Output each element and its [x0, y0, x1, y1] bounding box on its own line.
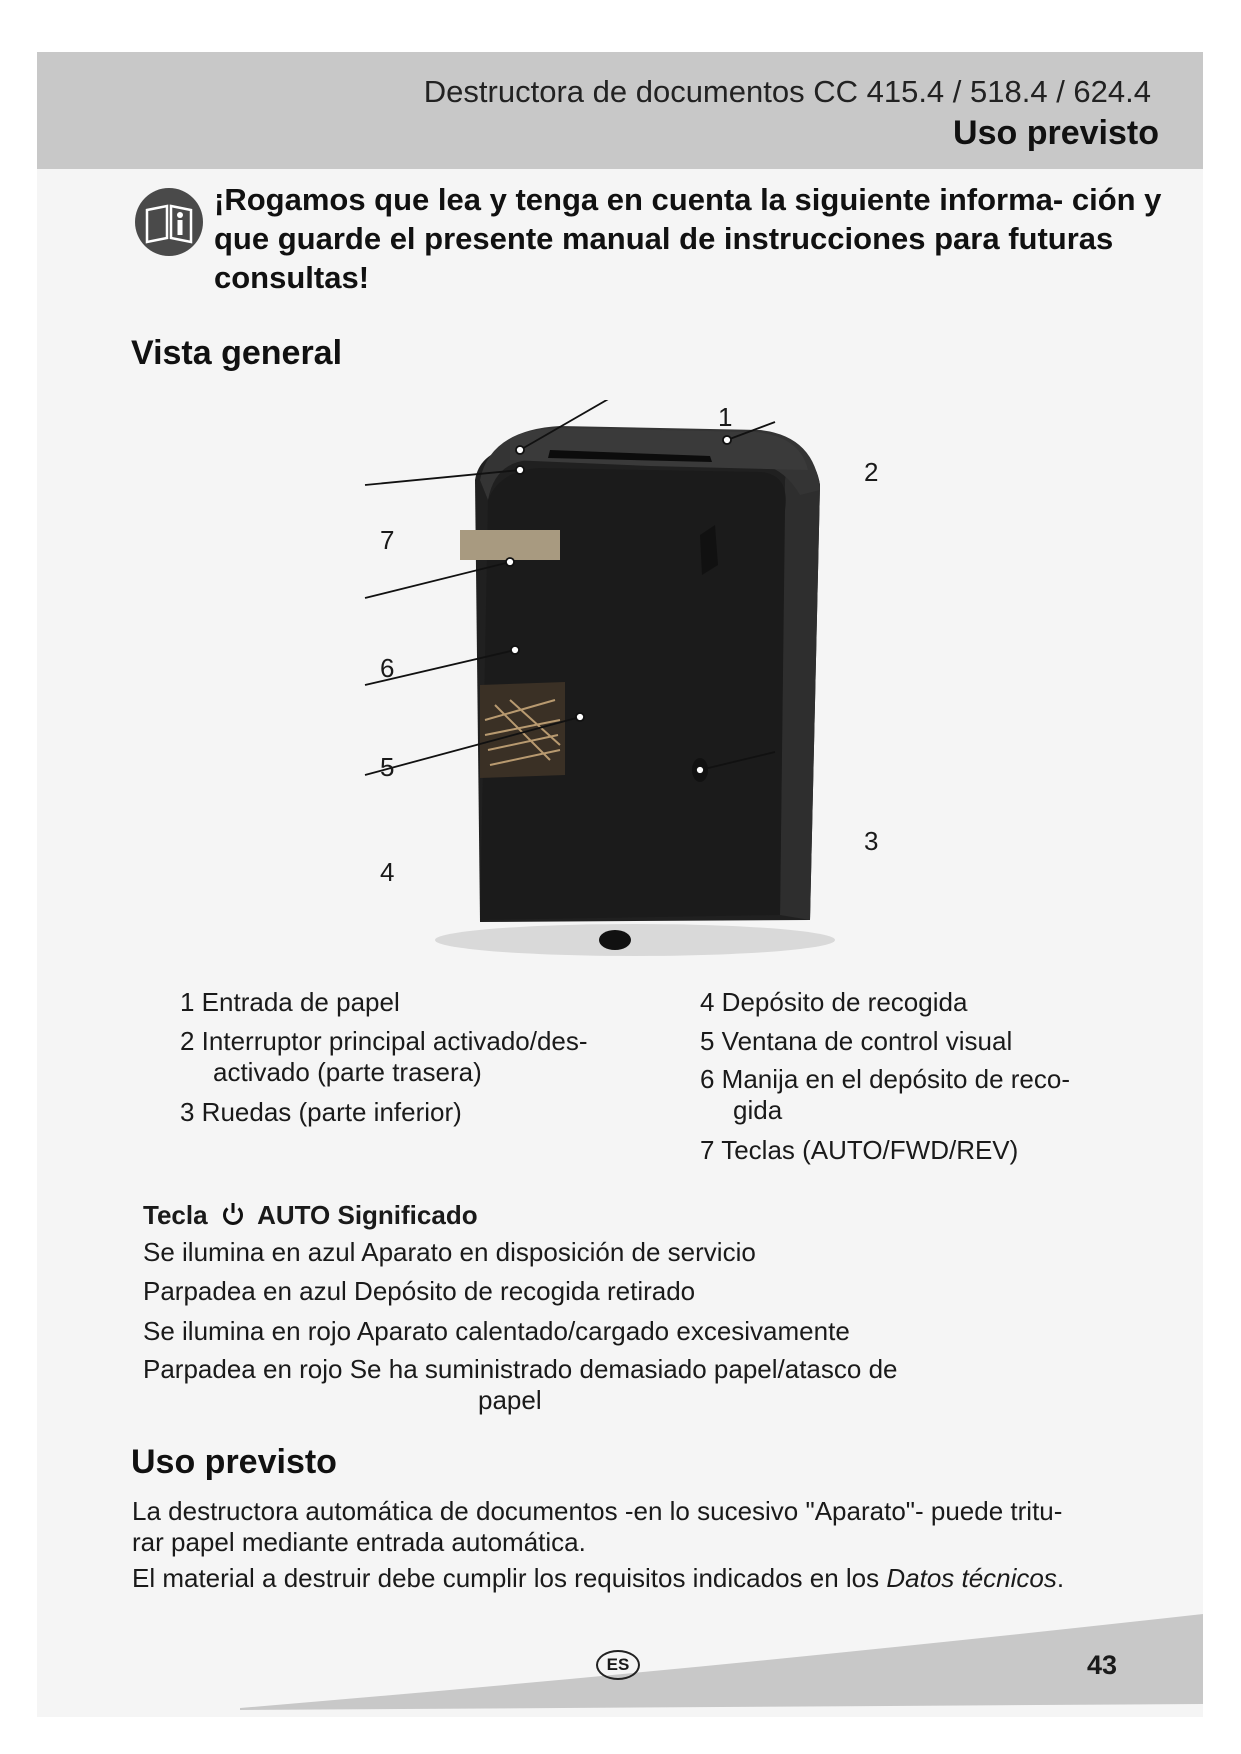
read-manual-notice: ¡Rogamos que lea y tenga en cuenta la siguiente informa- ción y que guarde el presente manual de instrucciones para futuras consultas! [214, 182, 1162, 295]
legend-text: 5 Ventana de control visual [700, 1026, 1013, 1056]
legend-item [180, 987, 400, 1018]
intended-use-paragraph-1 [132, 1496, 1132, 1558]
row-text: Se ilumina en azul Aparato en disposición de servicio [143, 1237, 756, 1267]
legend-item [700, 1064, 1070, 1126]
keys-header-post: AUTO Significado [257, 1200, 478, 1230]
legend-text-continued: gida [733, 1095, 783, 1125]
shredder-device [435, 426, 835, 956]
paragraph-line: La destructora automática de documentos -en lo sucesivo "Aparato"- puede tritu- [132, 1496, 1063, 1526]
legend-item [180, 1097, 462, 1128]
paragraph-end: . [1056, 1563, 1065, 1593]
callout-number: 4 [380, 857, 395, 887]
keys-table-row [143, 1237, 756, 1268]
legend-item [180, 1026, 588, 1088]
callout-number: 5 [380, 752, 395, 782]
legend-item [700, 987, 967, 1018]
power-icon [221, 1201, 245, 1227]
callout-number: 7 [380, 525, 395, 555]
row-text: Se ilumina en rojo Aparato calentado/cargado excesivamente [143, 1316, 850, 1346]
document-title: Destructora de documentos CC 415.4 / 518.4 / 624.4 [423, 74, 1151, 109]
language-badge: ES [596, 1650, 640, 1680]
keys-table-row [143, 1316, 850, 1347]
callout-number: 1 [718, 402, 733, 432]
row-text-continued: papel [478, 1385, 542, 1415]
callout-number: 6 [380, 653, 395, 683]
keys-table-row [143, 1276, 695, 1307]
legend-item [700, 1135, 1018, 1166]
legend-item [700, 1026, 1012, 1057]
keys-header-pre: Tecla [143, 1200, 208, 1230]
page-number: 43 [1086, 1650, 1117, 1680]
legend-text: 2 Interruptor principal activado/des- [180, 1026, 588, 1056]
legend-text: 4 Depósito de recogida [700, 987, 968, 1017]
paragraph-line: rar papel mediante entrada automática. [132, 1527, 586, 1557]
legend-text: 7 Teclas (AUTO/FWD/REV) [700, 1135, 1019, 1165]
callout-number: 3 [864, 826, 879, 856]
paragraph-text: El material a destruir debe cumplir los requisitos indicados en los [132, 1563, 887, 1593]
manual-info-icon [133, 186, 205, 258]
row-text: Parpadea en azul Depósito de recogida retirado [143, 1276, 696, 1306]
row-text: Parpadea en rojo Se ha suministrado demasiado papel/atasco de [143, 1354, 898, 1384]
overview-heading: Vista general [131, 334, 343, 372]
callout-number: 2 [864, 457, 879, 487]
technical-data-reference: Datos técnicos [886, 1563, 1057, 1593]
legend-text: 1 Entrada de papel [180, 987, 400, 1017]
intended-use-paragraph-2 [132, 1563, 1132, 1594]
legend-text-continued: activado (parte trasera) [213, 1057, 482, 1087]
section-title: Uso previsto [953, 114, 1159, 152]
shredder-figure [360, 400, 920, 970]
legend-text: 6 Manija en el depósito de reco- [700, 1064, 1071, 1094]
intended-use-heading: Uso previsto [131, 1443, 337, 1481]
keys-table-header [143, 1200, 478, 1231]
keys-table-row [143, 1354, 898, 1416]
legend-text: 3 Ruedas (parte inferior) [180, 1097, 462, 1127]
